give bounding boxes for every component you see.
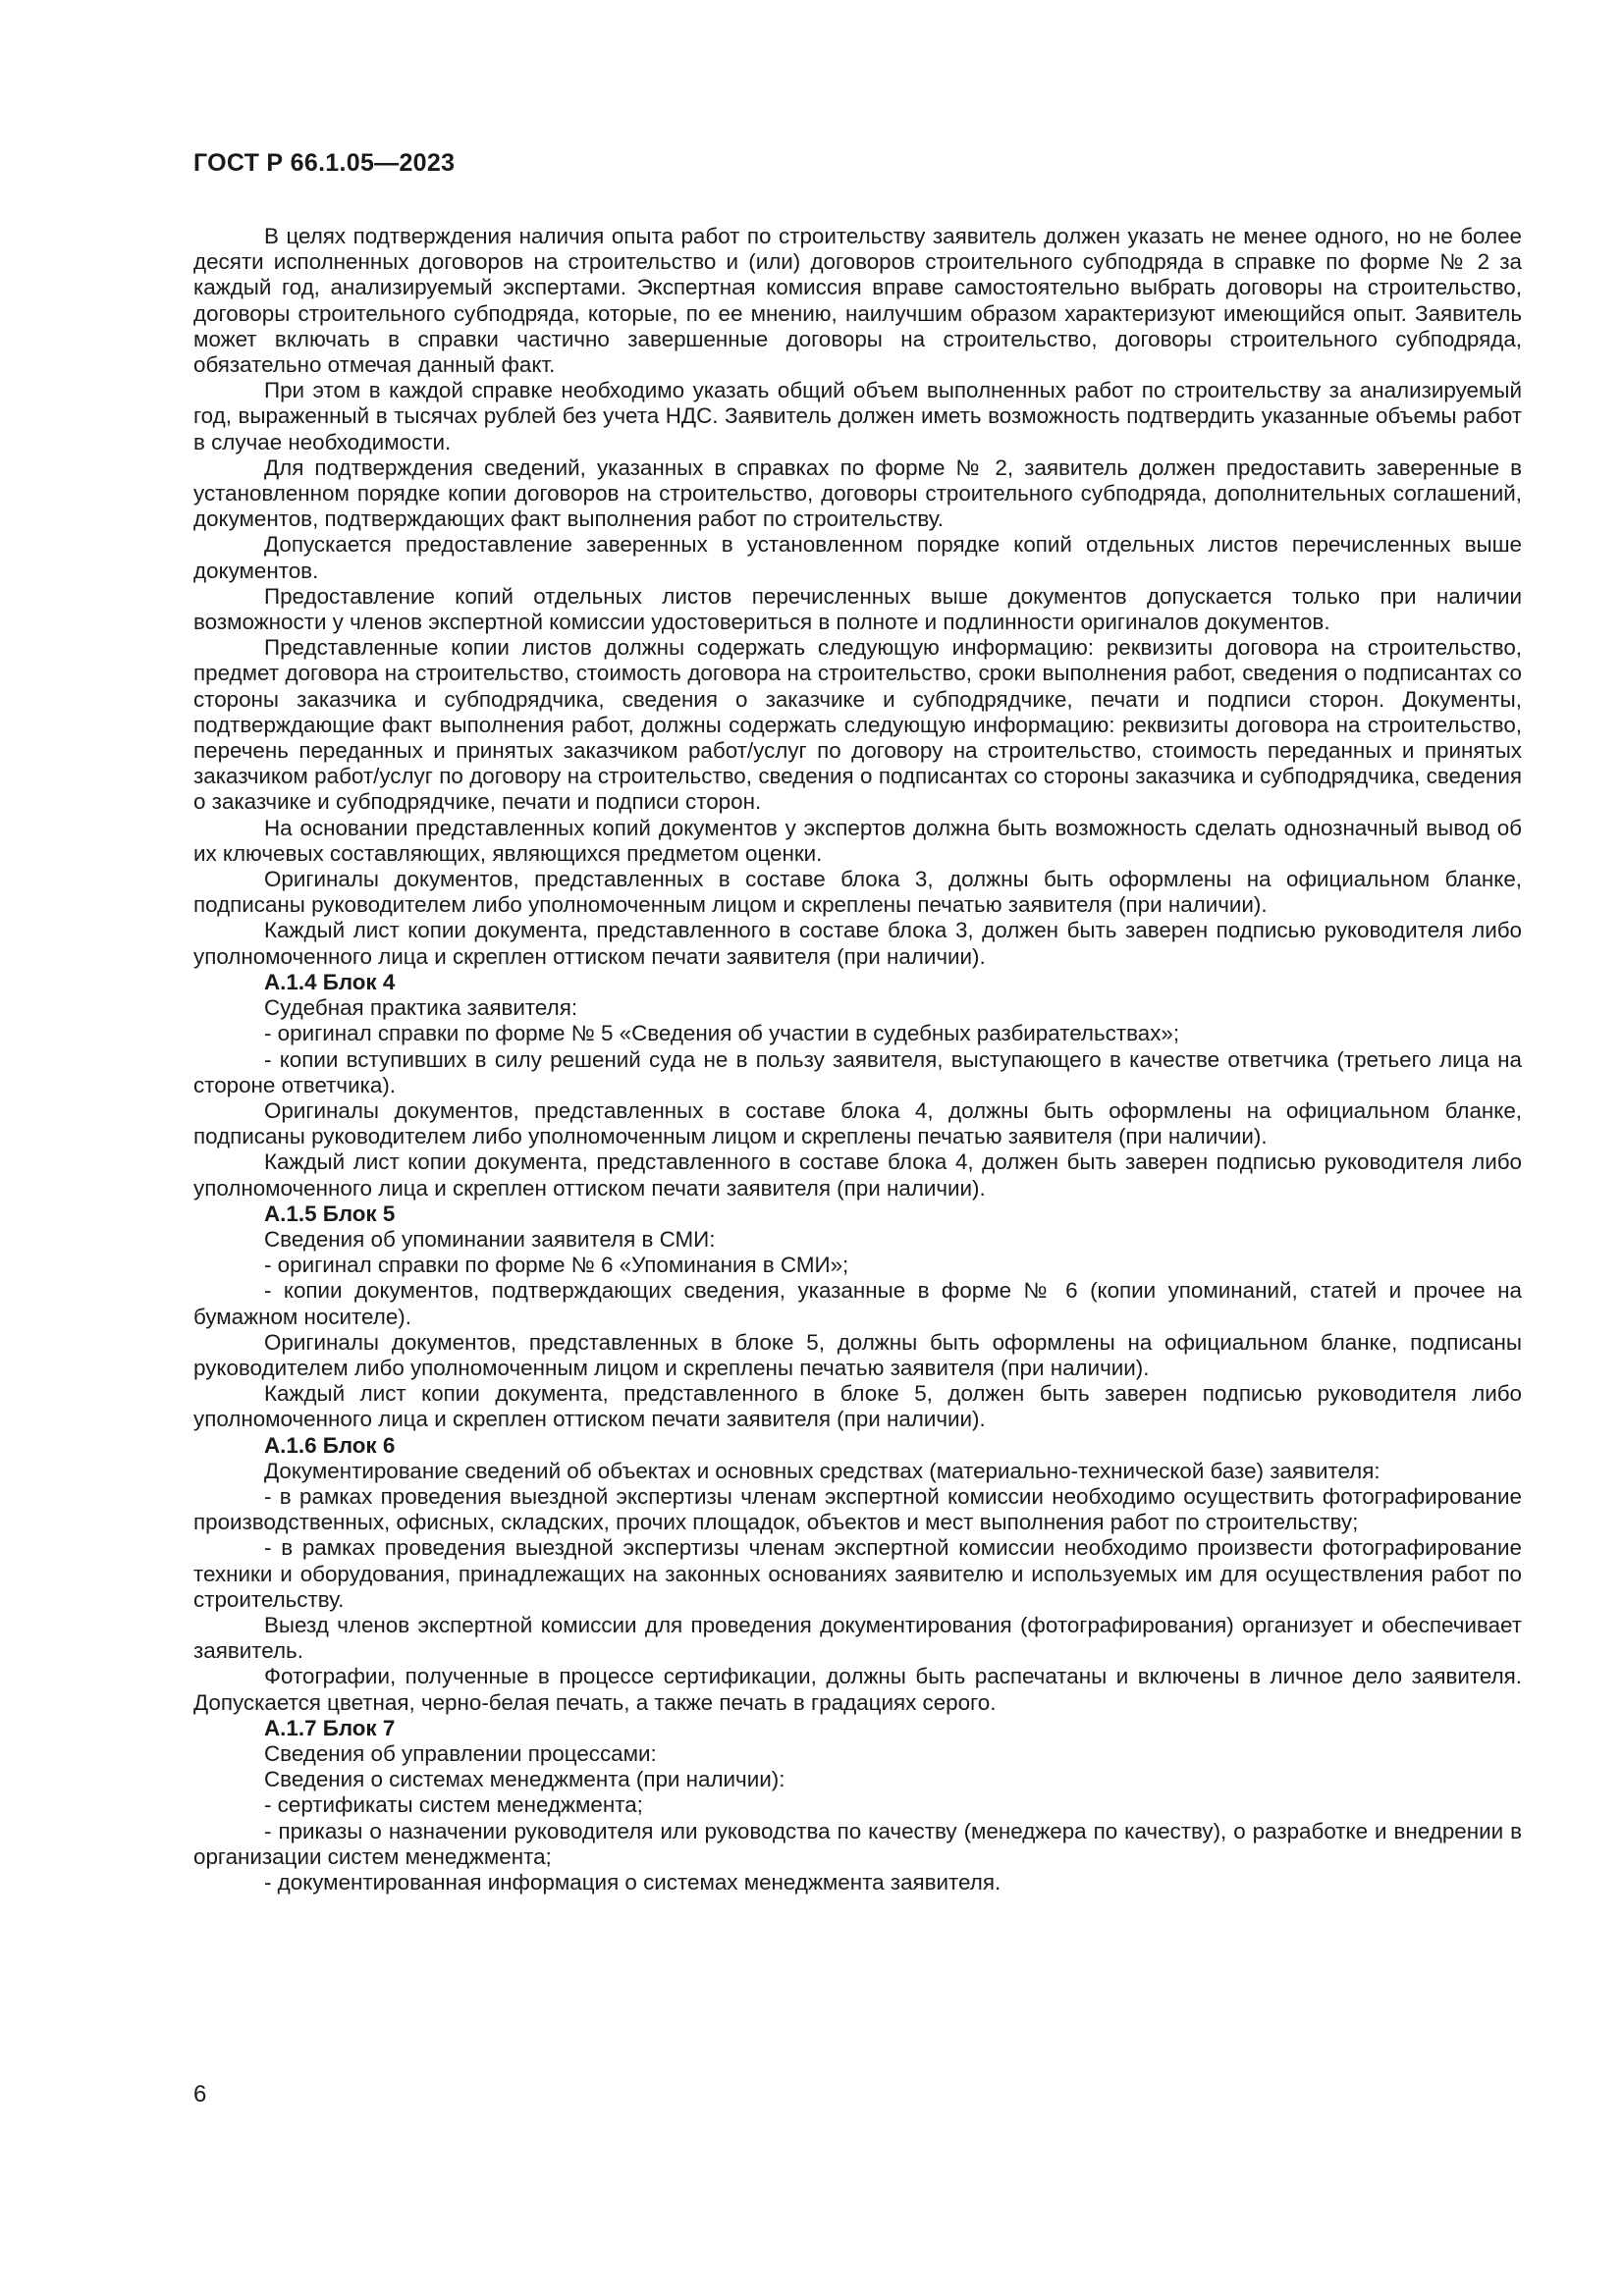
list-item: - приказы о назначении руководителя или руководства по качеству (менеджера по качеству), о разработке и внедрении в организации систем менеджмента; [193, 1818, 1522, 1869]
list-item: - документированная информация о системах менеджмента заявителя. [264, 1870, 1001, 1895]
paragraph: В целях подтверждения наличия опыта работ по строительству заявитель должен указать не менее одного, но не более десяти исполненных договоров на строительство и (или) договоров строительного субподряда в справке по форме № 2 за каждый год, анализируемый экспертами. Экспертная комиссия вправе самостоятельно выбрать договоры на строительство, договоры строительного субподряда, которые, по ее мнению, наилучшим образом характеризуют имеющийся опыт. Заявитель может включать в справки частично завершенные договоры на строительство, договоры строительного субподряда, обязательно отмечая данный факт. [193, 224, 1522, 378]
paragraph: Каждый лист копии документа, представленного в составе блока 4, должен быть заверен подписью руководителя либо уполномоченного лица и скреплен оттиском печати заявителя (при наличии). [193, 1149, 1522, 1201]
paragraph: Судебная практика заявителя: [264, 995, 578, 1021]
section-heading-block-4: А.1.4 Блок 4 [264, 969, 396, 994]
paragraph: Сведения об упоминании заявителя в СМИ: [264, 1226, 716, 1252]
page-number: 6 [193, 2081, 207, 2108]
list-item: - копии документов, подтверждающих сведения, указанные в форме № 6 (копии упоминаний, статей и прочее на бумажном носителе). [193, 1278, 1522, 1329]
paragraph: Для подтверждения сведений, указанных в справках по форме № 2, заявитель должен предоставить заверенные в установленном порядке копии договоров на строительство, договоры строительного субподряда, дополнительных соглашений, документов, подтверждающих факт выполнения работ по строительству. [193, 454, 1522, 532]
paragraph: Документирование сведений об объектах и основных средствах (материально-технической базе) заявителя: [264, 1458, 1380, 1483]
paragraph: Фотографии, полученные в процессе сертификации, должны быть распечатаны и включены в личное дело заявителя. Допускается цветная, черно-белая печать, а также печать в градациях серого. [193, 1664, 1522, 1715]
list-item: - в рамках проведения выездной экспертизы членам экспертной комиссии необходимо осуществить фотографирование производственных, офисных, складских, прочих площадок, объектов и мест выполнения работ по строительству; [193, 1483, 1522, 1535]
paragraph: Представленные копии листов должны содержать следующую информацию: реквизиты договора на строительство, предмет договора на строительство, стоимость договора на строительство, сроки выполнения работ, сведения о подписантах со стороны заказчика и субподрядчика, сведения о заказчике и субподрядчике, печати и подписи сторон. Документы, подтверждающие факт выполнения работ, должны содержать следующую информацию: реквизиты договора на строительство, перечень переданных и принятых заказчиком работ/услуг по договору на строительство, стоимость переданных и принятых заказчиком работ/услуг по договору на строительство, сведения о подписантах со стороны заказчика и субподрядчика, сведения о заказчике и субподрядчике, печати и подписи сторон. [193, 635, 1522, 815]
paragraph: На основании представленных копий документов у экспертов должна быть возможность сделать однозначный вывод об их ключевых составляющих, являющихся предметом оценки. [193, 815, 1522, 866]
paragraph: Сведения об управлении процессами: [264, 1740, 657, 1766]
paragraph: Оригиналы документов, представленных в составе блока 3, должны быть оформлены на официальном бланке, подписаны руководителем либо уполномоченным лицом и скреплены печатью заявителя (при наличии). [193, 867, 1522, 918]
paragraph: Оригиналы документов, представленных в составе блока 4, должны быть оформлены на официальном бланке, подписаны руководителем либо уполномоченным лицом и скреплены печатью заявителя (при наличии). [193, 1097, 1522, 1149]
section-heading-block-6: А.1.6 Блок 6 [264, 1432, 396, 1458]
paragraph: Выезд членов экспертной комиссии для проведения документирования (фотографирования) организует и обеспечивает заявитель. [193, 1612, 1522, 1664]
paragraph: Каждый лист копии документа, представленного в составе блока 3, должен быть заверен подписью руководителя либо уполномоченного лица и скреплен оттиском печати заявителя (при наличии). [193, 918, 1522, 969]
list-item: - сертификаты систем менеджмента; [264, 1792, 643, 1818]
list-item: - оригинал справки по форме № 5 «Сведения об участии в судебных разбирательствах»; [264, 1021, 1180, 1046]
list-item: - копии вступивших в силу решений суда не в пользу заявителя, выступающего в качестве ответчика (третьего лица на стороне ответчика). [193, 1046, 1522, 1097]
section-heading-block-5: А.1.5 Блок 5 [264, 1201, 396, 1226]
section-heading-block-7: А.1.7 Блок 7 [264, 1715, 396, 1740]
paragraph: Каждый лист копии документа, представленного в блоке 5, должен быть заверен подписью руководителя либо уполномоченного лица и скреплен оттиском печати заявителя (при наличии). [193, 1381, 1522, 1432]
standard-designation: ГОСТ Р 66.1.05—2023 [193, 149, 456, 177]
document-body [193, 224, 1522, 1896]
paragraph: Сведения о системах менеджмента (при наличии): [264, 1767, 785, 1792]
list-item: - в рамках проведения выездной экспертизы членам экспертной комиссии необходимо произвести фотографирование техники и оборудования, принадлежащих на законных основаниях заявителю и используемых им для осуществления работ по строительству. [193, 1535, 1522, 1612]
paragraph: Предоставление копий отдельных листов перечисленных выше документов допускается только при наличии возможности у членов экспертной комиссии удостовериться в полноте и подлинности оригиналов документов. [193, 583, 1522, 635]
paragraph: При этом в каждой справке необходимо указать общий объем выполненных работ по строительству за анализируемый год, выраженный в тысячах рублей без учета НДС. Заявитель должен иметь возможность подтвердить указанные объемы работ в случае необходимости. [193, 378, 1522, 454]
paragraph: Допускается предоставление заверенных в установленном порядке копий отдельных листов перечисленных выше документов. [193, 532, 1522, 583]
list-item: - оригинал справки по форме № 6 «Упоминания в СМИ»; [264, 1253, 849, 1278]
paragraph: Оригиналы документов, представленных в блоке 5, должны быть оформлены на официальном бланке, подписаны руководителем либо уполномоченным лицом и скреплены печатью заявителя (при наличии). [193, 1329, 1522, 1380]
